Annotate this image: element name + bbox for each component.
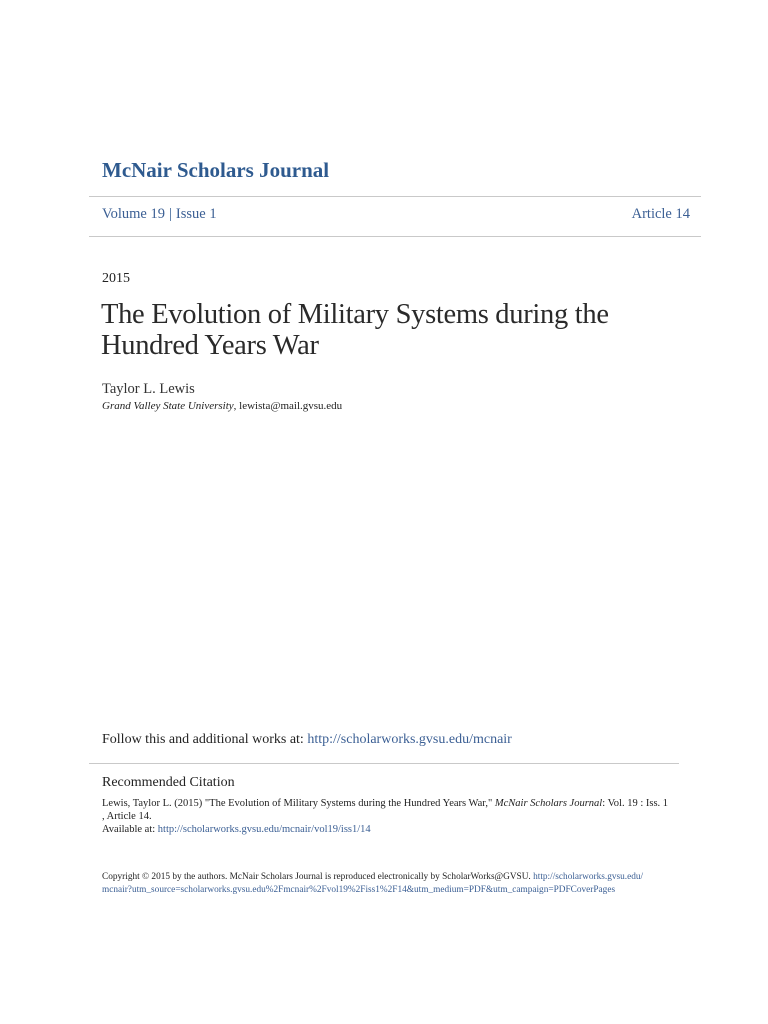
available-label: Available at: [102,824,158,835]
issue-link[interactable]: Issue 1 [175,206,217,222]
publication-year: 2015 [102,271,130,286]
article-link[interactable]: Article 14 [631,206,690,222]
available-at-line [102,824,371,835]
author-affiliation [102,400,342,412]
volume-issue-group [102,206,217,223]
author-email: , lewista@mail.gvsu.edu [233,400,343,412]
citation-heading: Recommended Citation [102,775,235,790]
issue-separator: | [168,206,172,222]
header-divider-bottom [89,236,701,237]
copyright-url-part-2: mcnair?utm_source=scholarworks.gvsu.edu%2Fmcnair%2Fvol19%2Fiss1%2F14&utm_medium=PDF&utm_campaign=PDFCoverPages [102,885,616,895]
citation-divider [89,763,679,764]
volume-link[interactable]: Volume 19 [102,206,165,222]
affiliation-name: Grand Valley State University [102,400,234,412]
copyright-text: Copyright © 2015 by the authors. McNair Scholars Journal is reproduced electronically by ScholarWorks@GVSU. [102,872,534,882]
available-url-link[interactable]: http://scholarworks.gvsu.edu/mcnair/vol19/iss1/14 [157,824,371,835]
copyright-url-part-1: http://scholarworks.gvsu.edu/ [533,872,644,882]
citation-text-pre: Lewis, Taylor L. (2015) "The Evolution of Military Systems during the Hundred Years War," [102,798,495,809]
issue-bar [102,206,690,223]
follow-url-link[interactable]: http://scholarworks.gvsu.edu/mcnair [307,732,512,747]
citation-text [102,797,672,823]
follow-line [102,732,512,748]
header-divider-top [89,196,701,197]
copyright-notice [102,871,682,897]
journal-title-link[interactable]: McNair Scholars Journal [102,158,330,182]
citation-text-post: : Vol. 19 : Iss. 1 , Article 14. [102,798,669,822]
author-name: Taylor L. Lewis [102,381,195,397]
article-title: The Evolution of Military Systems during the Hundred Years War [101,299,609,361]
follow-label: Follow this and additional works at: [102,732,308,747]
citation-journal: McNair Scholars Journal [494,798,603,809]
